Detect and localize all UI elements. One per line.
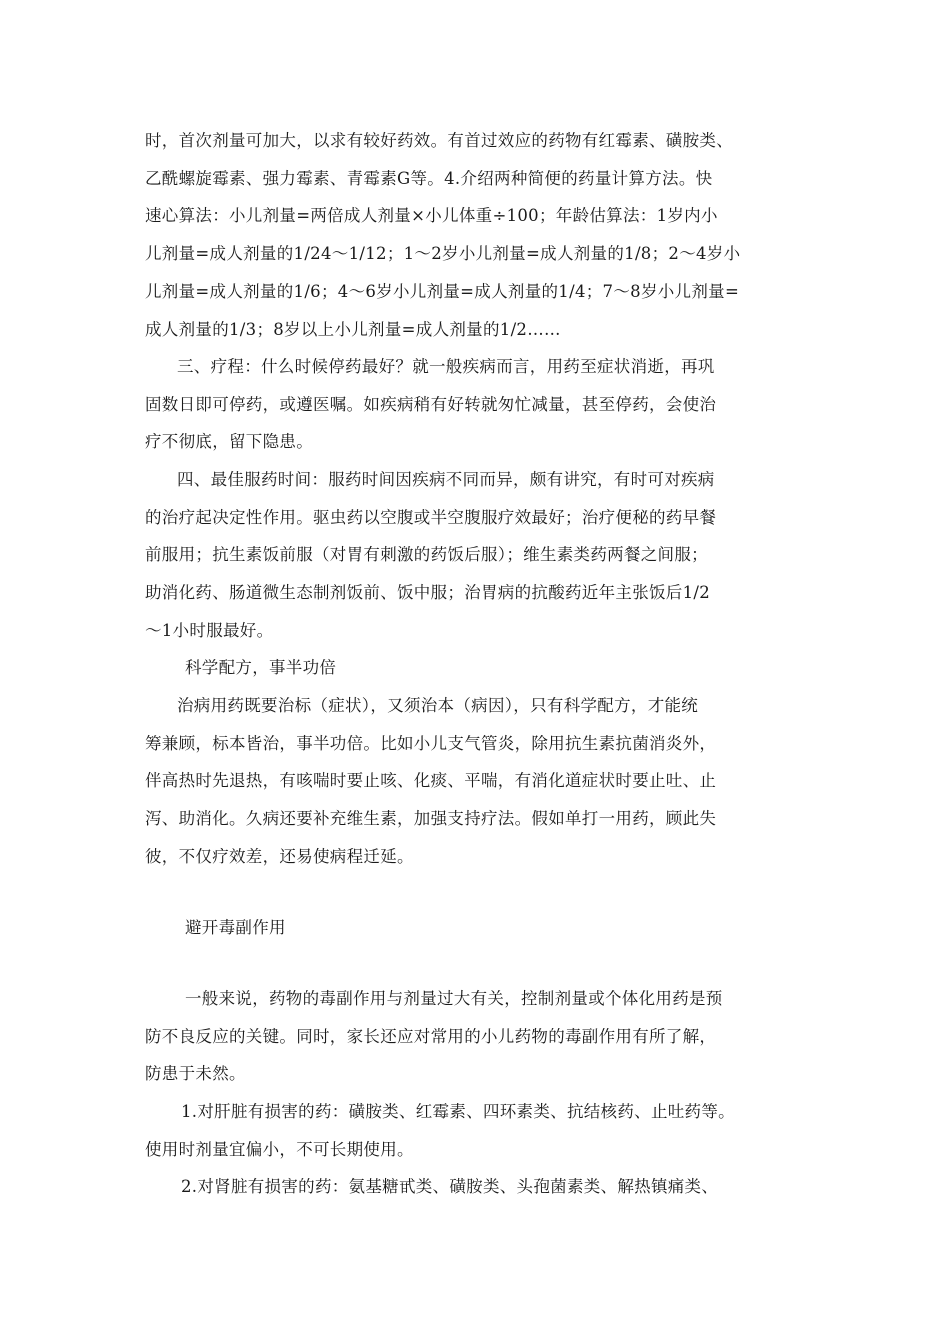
text-line: 疗不彻底，留下隐患。: [145, 432, 313, 452]
text-line: 儿剂量=成人剂量的1/24～1/12；1～2岁小儿剂量=成人剂量的1/8；2～4岁小: [145, 244, 741, 264]
section-heading-side-effects: 避开毒副作用: [185, 918, 286, 937]
text-line: 前服用；抗生素饭前服（对胃有刺激的药饭后服）；维生素类药两餐之间服；: [145, 545, 708, 565]
text-line: 助消化药、肠道微生态制剂饭前、饭中服；治胃病的抗酸药近年主张饭后1/2: [145, 583, 711, 603]
dosage-paragraph: [145, 122, 805, 348]
text-line: 筹兼顾，标本皆治，事半功倍。比如小儿支气管炎，除用抗生素抗菌消炎外，: [145, 733, 717, 753]
text-line: 防不良反应的关键。同时，家长还应对常用的小儿药物的毒副作用有所了解，: [145, 1026, 717, 1046]
text-line: 的治疗起决定性作用。驱虫药以空腹或半空腹服疗效最好；治疗便秘的药早餐: [145, 507, 717, 527]
text-line: 三、疗程：什么时候停药最好？就一般疾病而言，用药至症状消逝，再巩: [177, 357, 715, 376]
side-effects-paragraph: [145, 980, 805, 1093]
timing-paragraph: [145, 461, 805, 650]
text-line: 彼，不仅疗效差，还易使病程迁延。: [145, 846, 414, 866]
text-line: 速心算法：小儿剂量=两倍成人剂量×小儿体重÷100；年龄估算法：1岁内小: [145, 206, 718, 226]
text-line: 泻、助消化。久病还要补充维生素，加强支持疗法。假如单打一用药，顾此失: [145, 809, 717, 829]
kidney-damage-item: [145, 1168, 805, 1206]
text-line: 一般来说，药物的毒副作用与剂量过大有关，控制剂量或个体化用药是预: [185, 989, 723, 1008]
text-line: 乙酰螺旋霉素、强力霉素、青霉素G等。4.介绍两种简便的药量计算方法。快: [145, 168, 713, 188]
text-line: 使用时剂量宜偏小，不可长期使用。: [145, 1139, 414, 1159]
text-line: 四、最佳服药时间：服药时间因疾病不同而异，颇有讲究，有时可对疾病: [177, 470, 715, 489]
liver-damage-item: [145, 1093, 805, 1168]
text-line: ～1小时服最好。: [145, 620, 274, 640]
text-line: 儿剂量=成人剂量的1/6；4～6岁小儿剂量=成人剂量的1/4；7～8岁小儿剂量=: [145, 281, 740, 301]
text-line: 1.对肝脏有损害的药：磺胺类、红霉素、四环素类、抗结核药、止吐药等。: [181, 1102, 735, 1121]
text-line: 时，首次剂量可加大，以求有较好药效。有首过效应的药物有红霉素、磺胺类、: [145, 131, 733, 150]
section-heading-formula: 科学配方，事半功倍: [185, 658, 337, 677]
text-line: 固数日即可停药，或遵医嘱。如疾病稍有好转就匆忙减量，甚至停药，会使治: [145, 394, 717, 414]
text-line: 治病用药既要治标（症状），又须治本（病因），只有科学配方，才能统: [177, 696, 699, 715]
text-line: 成人剂量的1/3；8岁以上小儿剂量=成人剂量的1/2……: [145, 319, 561, 339]
text-line: 2.对肾脏有损害的药：氨基糖甙类、磺胺类、头孢菌素类、解热镇痛类、: [181, 1177, 719, 1196]
text-line: 防患于未然。: [145, 1064, 246, 1084]
text-line: 伴高热时先退热，有咳喘时要止咳、化痰、平喘，有消化道症状时要止吐、止: [145, 771, 717, 791]
course-paragraph: [145, 348, 805, 461]
formula-paragraph: [145, 687, 805, 876]
